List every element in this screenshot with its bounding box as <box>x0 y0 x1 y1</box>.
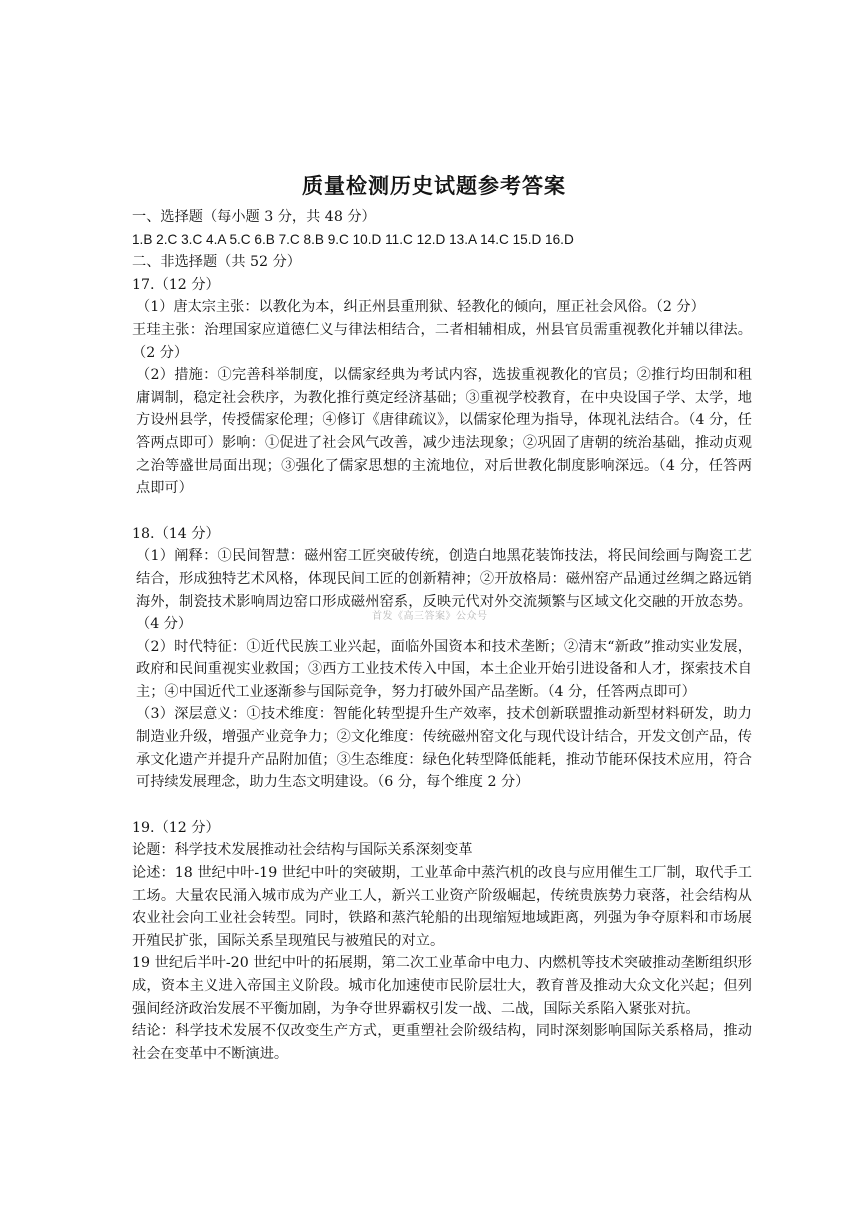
question-19-thesis: 论题：科学技术发展推动社会结构与国际关系深刻变革 <box>132 842 473 859</box>
question-17-part-1: （1）唐太宗主张：以教化为本，纠正州县重刑狱、轻教化的倾向，厘正社会风俗。（2 分） <box>136 299 705 316</box>
question-19-header: 19.（12 分） <box>132 819 220 836</box>
section-heading-multiple-choice: 一、选择题（每小题 3 分，共 48 分） <box>132 209 376 225</box>
spacer <box>132 794 752 817</box>
question-19-argument-2: 19 世纪后半叶-20 世纪中叶的拓展期，第二次工业革命中电力、内燃机等技术突破推动垄断组织形成，资本主义进入帝国主义阶段。城市化加速使市民阶层壮大，教育普及推动大众文化兴起；但列强间经济政治发展不平衡加剧，为争夺世界霸权引发一战、二战，国际关系陷入紧张对抗。 <box>132 955 752 1017</box>
question-19-conclusion: 结论：科学技术发展不仅改变生产方式，更重塑社会阶级结构，同时深刻影响国际关系格局，推动社会在变革中不断演进。 <box>132 1023 752 1062</box>
question-18-header: 18.（14 分） <box>132 525 220 542</box>
question-18-part-1: （1）阐释：①民间智慧：磁州窑工匠突破传统，创造白地黑花装饰技法，将民间绘画与陶瓷工艺结合，形成独特艺术风格，体现民间工匠的创新精神；②开放格局：磁州窑产品通过丝绸之路远销海外，制瓷技术影响周边窑口形成磁州窑系，反映元代对外交流频繁与区域文化交融的开放态势。（4 分） <box>136 548 752 633</box>
question-19-argument-1: 论述：18 世纪中叶-19 世纪中叶的突破期，工业革命中蒸汽机的改良与应用催生工厂制，取代手工工场。大量农民涌入城市成为产业工人，新兴工业资产阶级崛起，传统贵族势力衰落，社会结构从农业社会向工业社会转型。同时，铁路和蒸汽轮船的出现缩短地域距离，列强为争夺原料和市场展开殖民扩张，国际关系呈现殖民与被殖民的对立。 <box>132 865 752 949</box>
section-heading-non-choice: 二、非选择题（共 52 分） <box>132 254 301 271</box>
question-18-part-3: （3）深层意义：①技术维度：智能化转型提升生产效率，技术创新联盟推动新型材料研发，助力制造业升级，增强产业竞争力；②文化维度：传统磁州窑文化与现代设计结合，开发文创产品，传承文化遗产并提升产品附加值；③生态维度：绿色化转型降低能耗，推动节能环保技术应用，符合可持续发展理念，助力生态文明建设。（6 分，每个维度 2 分） <box>136 706 752 791</box>
question-17-part-1-wang-gui: 王珪主张：治理国家应道德仁义与律法相结合，二者相辅相成，州县官员需重视教化并辅以律法。（2 分） <box>132 321 752 361</box>
question-17-part-2: （2）措施：①完善科举制度，以儒家经典为考试内容，选拔重视教化的官员；②推行均田制和租庸调制，稳定社会秩序，为教化推行奠定经济基础；③重视学校教育，在中央设国子学、太学，地方设州县学，传授儒家伦理；④修订《唐律疏议》，以儒家伦理为指导，体现礼法结合。（4 分，任答两点即可）影响：①促进了社会风气改善，减少违法现象；②巩固了唐朝的统治基础，推动贞观之治等盛世局面出现；③强化了儒家思想的主流地位，对后世教化制度影响深远。（4 分，任答两点即可） <box>136 367 752 497</box>
watermark: 首发《高三答案》公众号 <box>372 611 488 622</box>
question-18-part-2: （2）时代特征：①近代民族工业兴起，面临外国资本和技术垄断；②清末“新政”推动实业发展，政府和民间重视实业救国；③西方工业技术传入中国，本土企业开始引进设备和人才，探索技术自主；④中国近代工业逐渐参与国际竞争，努力打破外国产品垄断。（4 分，任答两点即可） <box>136 638 752 700</box>
multiple-choice-answers: 1.B 2.C 3.C 4.A 5.C 6.B 7.C 8.B 9.C 10.D 11.C 12.D 13.A 14.C 15.D 16.D <box>132 231 574 247</box>
page-title: 质量检测历史试题参考答案 <box>302 173 566 198</box>
answer-content <box>132 206 752 1065</box>
question-17-header: 17.（12 分） <box>132 276 220 293</box>
spacer <box>132 500 752 523</box>
